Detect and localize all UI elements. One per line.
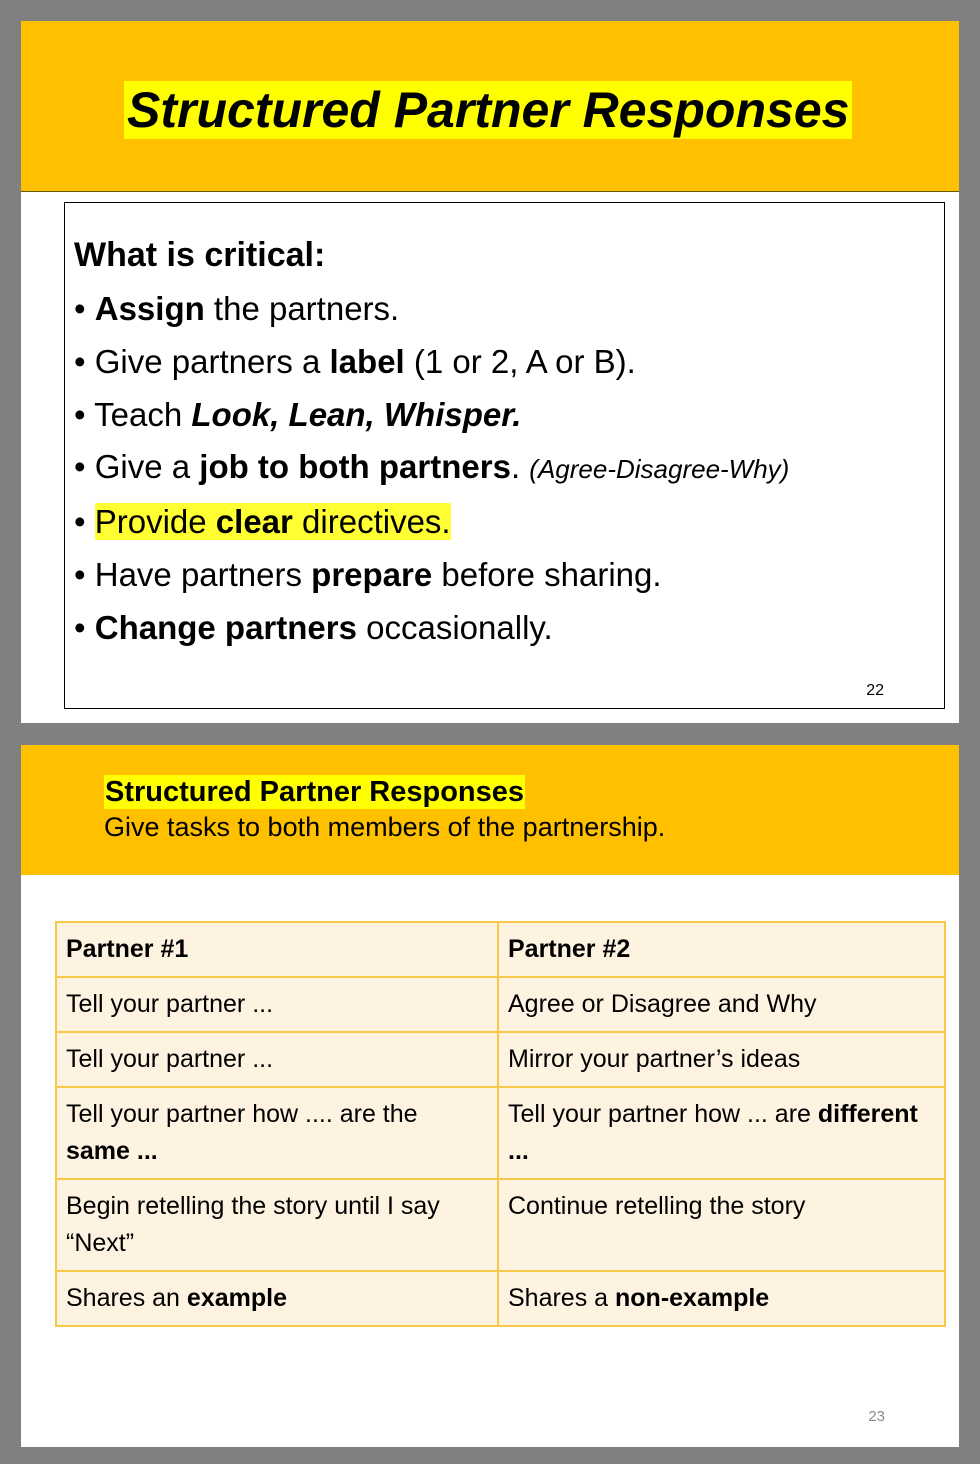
- item-text: occasionally.: [356, 608, 553, 646]
- list-item: [74, 496, 789, 549]
- column-header: Partner #2: [498, 922, 945, 977]
- bold-text: Change partners: [94, 608, 357, 646]
- bold-text: example: [186, 1284, 287, 1312]
- table-cell: [56, 1179, 498, 1271]
- item-text: before sharing.: [432, 555, 662, 593]
- table-row: [56, 1032, 945, 1087]
- bold-text: same ...: [66, 1137, 158, 1165]
- cell-text: Tell your partner how ... are: [508, 1100, 818, 1128]
- page-number: 23: [868, 1408, 885, 1425]
- list-item: [74, 336, 789, 389]
- bullet: •: [74, 342, 86, 380]
- content-heading: What is critical:: [74, 236, 326, 274]
- bold-text: label: [329, 342, 405, 380]
- slide-subtitle: Give tasks to both members of the partnership.: [104, 812, 666, 842]
- bullet: •: [74, 608, 86, 646]
- slide-title: Structured Partner Responses: [124, 81, 852, 139]
- item-text: Provide: [94, 503, 216, 541]
- slide-header: [21, 745, 959, 875]
- table-cell: [56, 977, 498, 1032]
- cell-text: Tell your partner how .... are the: [66, 1100, 418, 1128]
- parenthetical-note: (Agree-Disagree-Why): [529, 454, 790, 485]
- column-header: Partner #1: [56, 922, 498, 977]
- bold-text: different ...: [508, 1100, 918, 1165]
- table-cell: [498, 1032, 945, 1087]
- table-cell: [56, 1271, 498, 1326]
- bullet: •: [74, 448, 86, 486]
- slide-23: [21, 745, 959, 1447]
- cell-text: Mirror your partner’s ideas: [508, 1045, 801, 1073]
- bold-italic-text: Look, Lean, Whisper.: [191, 395, 522, 433]
- item-text: Have partners: [94, 555, 312, 593]
- table-cell: [498, 1179, 945, 1271]
- highlighted-text: [95, 503, 451, 540]
- list-item: [74, 602, 789, 655]
- slide-22: [21, 21, 959, 723]
- table-row: [56, 1087, 945, 1179]
- table-row: [56, 977, 945, 1032]
- bullet: •: [74, 555, 86, 593]
- bold-text: job to both partners: [199, 448, 511, 486]
- cell-text: Begin retelling the story until I say “Next”: [66, 1192, 440, 1257]
- table-cell: [498, 1087, 945, 1179]
- list-item: [74, 549, 789, 602]
- page-number: 22: [866, 682, 884, 699]
- cell-text: Shares a: [508, 1284, 616, 1312]
- cell-text: Agree or Disagree and Why: [508, 990, 817, 1018]
- item-text: .: [510, 448, 530, 486]
- bold-text: clear: [215, 503, 293, 541]
- list-item: [74, 441, 789, 496]
- table-cell: [56, 1087, 498, 1179]
- table-cell: [498, 1271, 945, 1326]
- item-text: Teach: [94, 395, 192, 433]
- item-text: the partners.: [204, 290, 400, 327]
- table-cell: [498, 977, 945, 1032]
- slide-title: Structured Partner Responses: [105, 776, 525, 808]
- bullet: •: [74, 290, 86, 327]
- partner-table: [55, 921, 946, 1327]
- cell-text: Tell your partner ...: [66, 990, 274, 1018]
- table-header-row: [56, 922, 945, 977]
- item-text: directives.: [292, 503, 451, 541]
- cell-text: Tell your partner ...: [66, 1045, 274, 1073]
- bold-text: Assign: [94, 290, 205, 327]
- bold-text: non-example: [615, 1284, 770, 1312]
- item-text: (1 or 2, A or B).: [404, 342, 636, 380]
- bullet: •: [74, 395, 86, 433]
- item-text: Give a: [94, 448, 200, 486]
- list-item: [74, 389, 789, 442]
- cell-text: Continue retelling the story: [508, 1192, 806, 1220]
- item-text: Give partners a: [94, 342, 330, 380]
- bullet: •: [74, 503, 86, 541]
- table-cell: [56, 1032, 498, 1087]
- table-row: [56, 1179, 945, 1271]
- cell-text: Shares an: [66, 1284, 187, 1312]
- list-item: [74, 283, 789, 336]
- content-box: [64, 202, 945, 709]
- bold-text: prepare: [311, 555, 433, 593]
- bullet-list: [74, 283, 789, 655]
- slide-header: [21, 21, 959, 192]
- table-row: [56, 1271, 945, 1326]
